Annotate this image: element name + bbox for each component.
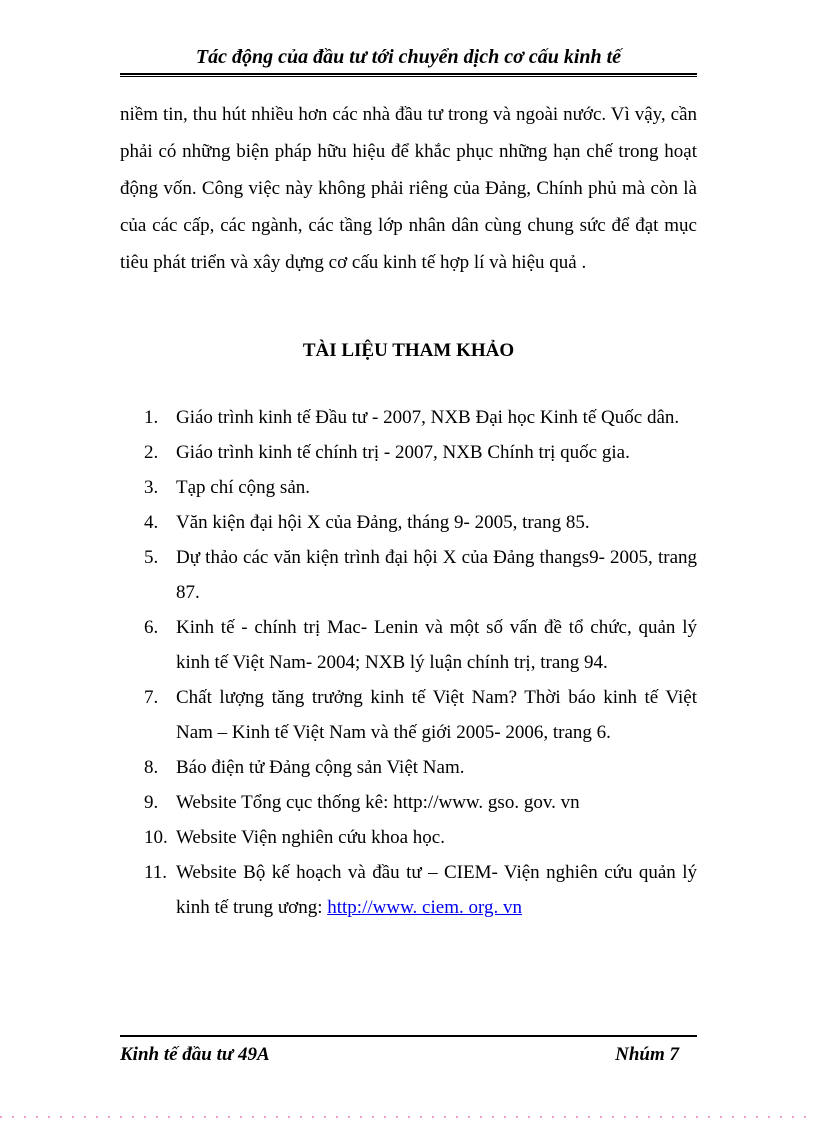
reference-number: 7. (144, 687, 159, 708)
reference-number: 11. (144, 862, 168, 883)
reference-item (144, 540, 697, 610)
reference-number: 5. (144, 547, 159, 568)
ciem-website-link[interactable]: http://www. ciem. org. vn (327, 897, 522, 918)
reference-text: Tạp chí cộng sản. (176, 477, 311, 498)
footer-divider (120, 1035, 697, 1037)
reference-number: 1. (144, 407, 159, 428)
reference-text: Báo điện tử Đảng cộng sản Việt Nam. (176, 757, 465, 778)
reference-number: 9. (144, 792, 159, 813)
reference-number: 6. (144, 617, 159, 638)
reference-number: 3. (144, 477, 159, 498)
footer-row (120, 1044, 697, 1066)
reference-number: 4. (144, 512, 159, 533)
page-footer (120, 1035, 697, 1066)
reference-text: Website Tổng cục thống kê: http://www. gso. gov. vn (176, 792, 580, 813)
footer-course-label: Kinh tế đầu tư 49A (120, 1044, 270, 1065)
reference-item (144, 435, 697, 470)
reference-item (144, 750, 697, 785)
reference-text: Chất lượng tăng trưởng kinh tế Việt Nam? Thời báo kinh tế Việt Nam – Kinh tế Việt Nam và thế giới 2005- 2006, trang 6. (176, 687, 697, 743)
header-title: Tác động của đầu tư tới chuyển dịch cơ cấu kinh tế (195, 46, 622, 68)
section-title: TÀI LIỆU THAM KHẢO (302, 340, 515, 361)
body-paragraph: niềm tin, thu hút nhiều hơn các nhà đầu tư trong và ngoài nước. Vì vậy, cần phải có những biện pháp hữu hiệu để khắc phục những hạn chế trong hoạt động vốn. Công việc này không phải riêng của Đảng, Chính phủ mà còn là của các cấp, các ngành, các tầng lớp nhân dân cùng chung sức để đạt mục tiêu phát triển và xây dựng cơ cấu kinh tế hợp lí và hiệu quả . (120, 104, 697, 273)
reference-number: 2. (144, 442, 159, 463)
reference-item (144, 680, 697, 750)
footer-group-label: Nhúm 7 (615, 1044, 679, 1065)
reference-item (144, 610, 697, 680)
reference-text: Giáo trình kinh tế Đầu tư - 2007, NXB Đại học Kinh tế Quốc dân. (176, 407, 680, 428)
reference-text: Văn kiện đại hội X của Đảng, tháng 9- 2005, trang 85. (176, 512, 590, 533)
page-header (120, 0, 697, 77)
reference-text: Giáo trình kinh tế chính trị - 2007, NXB Chính trị quốc gia. (176, 442, 630, 463)
reference-number: 8. (144, 757, 159, 778)
reference-text: Dự thảo các văn kiện trình đại hội X của Đảng thangs9- 2005, trang 87. (176, 547, 697, 603)
reference-text: Kinh tế - chính trị Mac- Lenin và một số vấn đề tổ chức, quản lý kinh tế Việt Nam- 2004; NXB lý luận chính trị, trang 94. (176, 617, 697, 673)
reference-item (144, 785, 697, 820)
header-divider (120, 73, 697, 77)
reference-list (144, 400, 697, 925)
reference-item (144, 505, 697, 540)
page-break-dotted-line (0, 1116, 816, 1118)
reference-text (176, 855, 697, 925)
reference-item (144, 470, 697, 505)
reference-text: Website Viện nghiên cứu khoa học. (176, 827, 445, 848)
reference-item (144, 855, 697, 925)
reference-number: 10. (144, 827, 168, 848)
reference-item (144, 820, 697, 855)
reference-text-prefix: Website Bộ kế hoạch và đầu tư – CIEM- Viện nghiên cứu quản lý kinh tế trung ương: (176, 862, 697, 918)
reference-item (144, 400, 697, 435)
